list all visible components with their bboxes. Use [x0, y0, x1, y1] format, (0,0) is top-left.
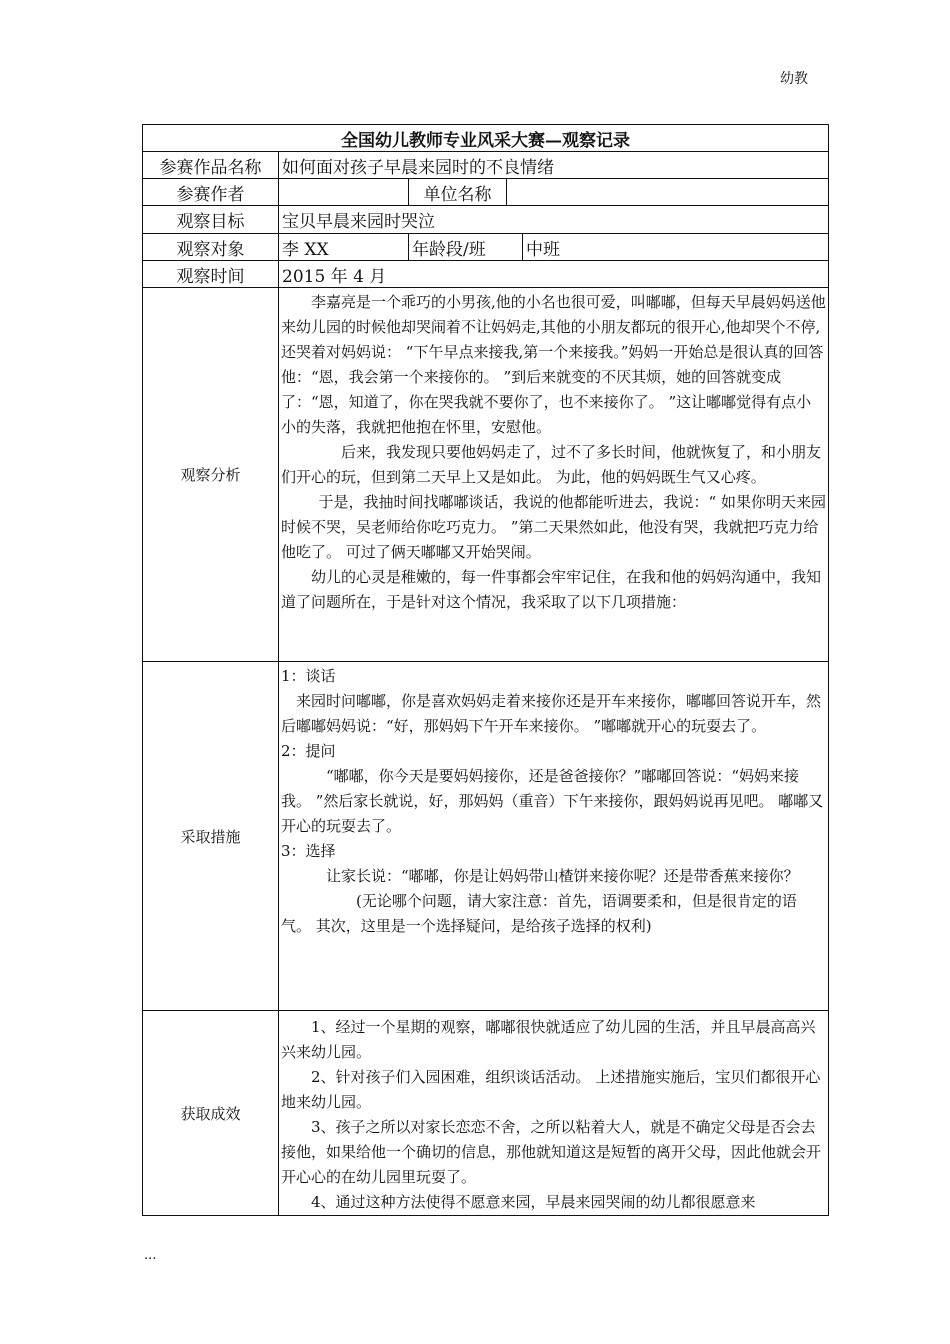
form-title: 全国幼儿教师专业风采大赛—观察记录 — [143, 125, 829, 152]
work-name-label: 参赛作品名称 — [143, 152, 279, 179]
measures-heading-talk: 1：谈话 — [281, 667, 336, 685]
subject-value: 李 XX — [279, 234, 409, 261]
measures-label: 采取措施 — [143, 662, 279, 1011]
age-label: 年龄段/班 — [409, 234, 523, 261]
unit-value — [507, 179, 829, 206]
author-label: 参赛作者 — [143, 179, 279, 206]
results-paragraph: 1、经过一个星期的观察，嘟嘟很快就适应了幼儿园的生活，并且早晨高高兴兴来幼儿园。 — [281, 1018, 816, 1061]
analysis-paragraph: 后来，我发现只要他妈妈走了，过不了多长时间，他就恢复了，和小朋友们开心的玩，但到第二天早上又是如此。 为此，他的妈妈既生气又心疼。 — [281, 443, 822, 486]
results-label: 获取成效 — [143, 1011, 279, 1216]
results-paragraph: 4、通过这种方法使得不愿意来园，早晨来园哭闹的幼儿都很愿意来 — [311, 1193, 756, 1211]
measures-note: (无论哪个问题，请大家注意：首先，语调要柔和，但是很肯定的语气。 其次，这里是一个选择疑问，是给孩子选择的权利) — [281, 892, 797, 935]
analysis-paragraph: 李嘉亮是一个乖巧的小男孩,他的小名也很可爱，叫嘟嘟，但每天早晨妈妈送他来幼儿园的时候他却哭闹着不让妈妈走,其他的小朋友都玩的很开心,他却哭个不停,还哭着对妈妈说： “下午早点来接我,第一个来接我。”妈妈一开始总是很认真的回答他：“恩，我会第一个来接你的。 ”到后来就变的不厌其烦，她的回答就变成了：“恩，知道了，你在哭我就不要你了，也不来接你了。 ”这让嘟嘟觉得有点小小的失落，我就把他抱在怀里，安慰他。 — [281, 293, 826, 436]
goal-value: 宝贝早晨来园时哭泣 — [279, 206, 829, 234]
measures-paragraph: 来园时问嘟嘟，你是喜欢妈妈走着来接你还是开车来接你，嘟嘟回答说开车，然后嘟嘟妈妈说：“好，那妈妈下午开车来接你。 ”嘟嘟就开心的玩耍去了。 — [281, 692, 822, 735]
author-value — [279, 179, 409, 206]
time-value: 2015 年 4 月 — [279, 261, 829, 288]
footer-mark: ... — [144, 1248, 157, 1263]
subject-label: 观察对象 — [143, 234, 279, 261]
age-value: 中班 — [523, 234, 829, 261]
unit-label: 单位名称 — [409, 179, 507, 206]
results-paragraph: 3、孩子之所以对家长恋恋不舍，之所以粘着大人，就是不确定父母是否会去接他，如果给他一个确切的信息，那他就知道这是短暂的离开父母，因此他就会开开心心的在幼儿园里玩耍了。 — [281, 1118, 822, 1186]
work-name-value: 如何面对孩子早晨来园时的不良情绪 — [279, 152, 829, 179]
measures-paragraph: 让家长说：“嘟嘟，你是让妈妈带山楂饼来接你呢？还是带香蕉来接你？ — [326, 867, 799, 885]
measures-heading-choice: 3：选择 — [281, 842, 336, 860]
goal-label: 观察目标 — [143, 206, 279, 234]
analysis-paragraph: 幼儿的心灵是稚嫩的，每一件事都会牢牢记住，在我和他的妈妈沟通中，我知道了问题所在，于是针对这个情况，我采取了以下几项措施： — [281, 568, 822, 611]
measures-body — [279, 662, 829, 1011]
results-body — [279, 1011, 829, 1216]
analysis-paragraph: 于是，我抽时间找嘟嘟谈话，我说的他都能听进去，我说：“ 如果你明天来园时候不哭，吴老师给你吃巧克力。 ”第二天果然如此，他没有哭，我就把巧克力给他吃了。 可过了俩天嘟嘟又开始哭闹。 — [281, 493, 826, 561]
results-paragraph: 2、针对孩子们入园困难，组织谈话活动。 上述措施实施后，宝贝们都很开心地来幼儿园。 — [281, 1068, 821, 1111]
analysis-label: 观察分析 — [143, 288, 279, 662]
time-label: 观察时间 — [143, 261, 279, 288]
header-tag: 幼教 — [780, 71, 808, 87]
observation-record-form — [142, 124, 829, 1216]
measures-heading-question: 2：提问 — [281, 742, 336, 760]
measures-paragraph: “嘟嘟，你今天是要妈妈接你，还是爸爸接你？”嘟嘟回答说：“妈妈来接我。 ”然后家长就说，好，那妈妈（重音）下午来接你，跟妈妈说再见吧。 嘟嘟又开心的玩耍去了。 — [281, 767, 824, 835]
analysis-body — [279, 288, 829, 662]
